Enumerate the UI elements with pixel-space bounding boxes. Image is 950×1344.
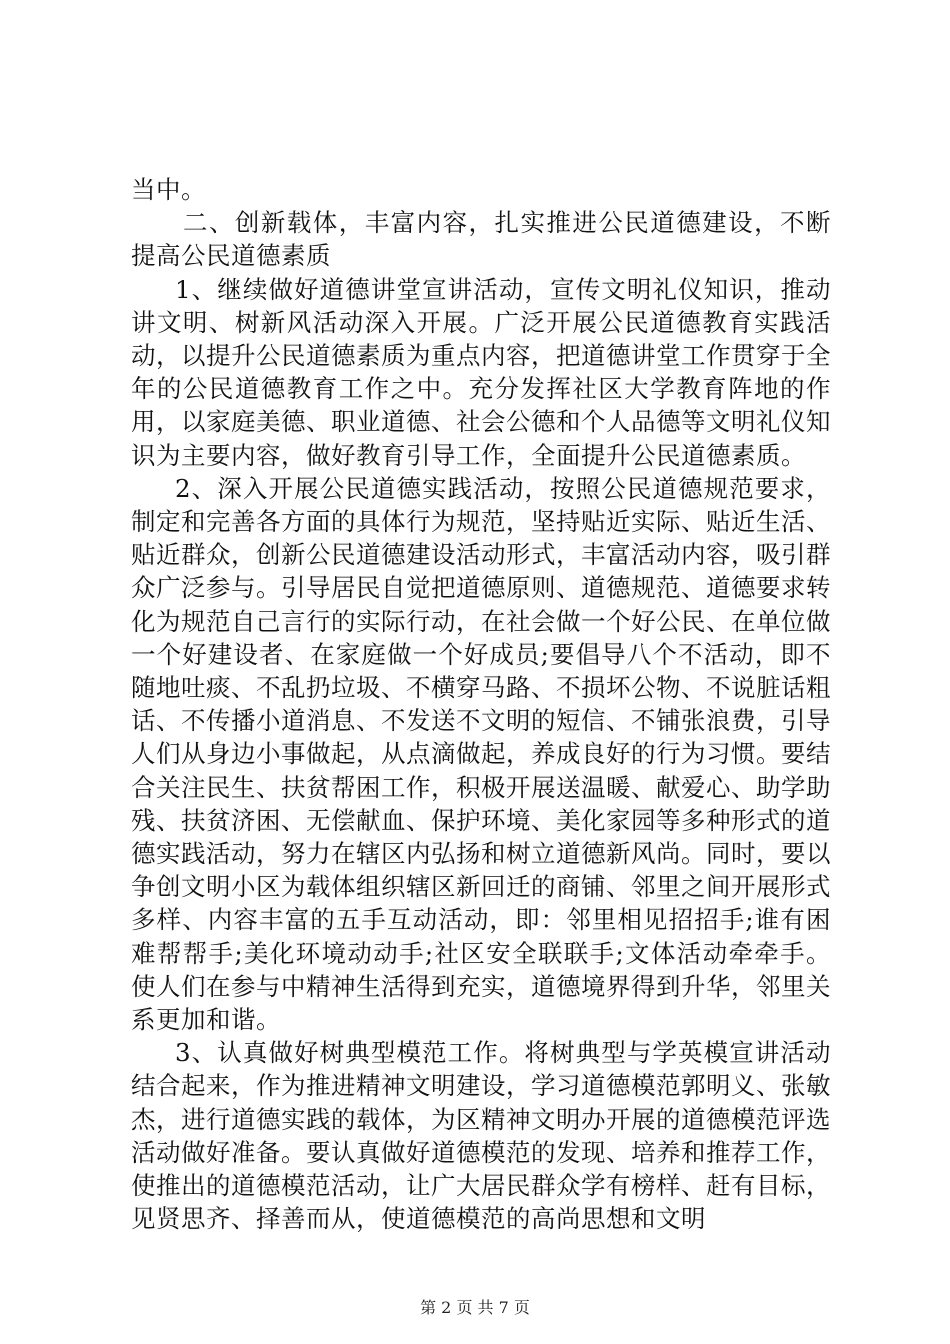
document-body [131,173,831,1236]
page-number: 第 2 页 共 7 页 [420,1298,530,1317]
paragraph-item-3: 3、认真做好树典型模范工作。将树典型与学英模宣讲活动结合起来，作为推进精神文明建设，学习道德模范郭明义、张敏杰，进行道德实践的载体，为区精神文明办开展的道德模范评选活动做好准备。要认真做好道德模范的发现、培养和推荐工作，使推出的道德模范活动，让广大居民群众学有榜样、赶有目标，见贤思齐、择善而从，使道德模范的高尚思想和文明 [131,1038,831,1234]
section-heading: 二、创新载体，丰富内容，扎实推进公民道德建设，不断提高公民道德素质 [131,208,831,271]
paragraph-item-1: 1、继续做好道德讲堂宣讲活动，宣传文明礼仪知识，推动讲文明、树新风活动深入开展。广泛开展公民道德教育实践活动，以提升公民道德素质为重点内容，把道德讲堂工作贯穿于全年的公民道德教育工作之中。充分发挥社区大学教育阵地的作用，以家庭美德、职业道德、社会公德和个人品德等文明礼仪知识为主要内容，做好教育引导工作，全面提升公民道德素质。 [131,274,831,470]
paragraph-continuation: 当中。 [131,175,206,204]
paragraph-item-2: 2、深入开展公民道德实践活动，按照公民道德规范要求，制定和完善各方面的具体行为规范，坚持贴近实际、贴近生活、贴近群众，创新公民道德建设活动形式，丰富活动内容，吸引群众广泛参与。引导居民自觉把道德原则、道德规范、道德要求转化为规范自己言行的实际行动，在社会做一个好公民、在单位做一个好建设者、在家庭做一个好成员;要倡导八个不活动，即不随地吐痰、不乱扔垃圾、不横穿马路、不损坏公物、不说脏话粗话、不传播小道消息、不发送不文明的短信、不铺张浪费，引导人们从身边小事做起，从点滴做起，养成良好的行为习惯。要结合关注民生、扶贫帮困工作，积极开展送温暖、献爱心、助学助残、扶贫济困、无偿献血、保护环境、美化家园等多种形式的道德实践活动，努力在辖区内弘扬和树立道德新风尚。同时，要以争创文明小区为载体组织辖区新回迁的商铺、邻里之间开展形式多样、内容丰富的五手互动活动，即：邻里相见招招手;谁有困难帮帮手;美化环境动动手;社区安全联联手;文体活动牵牵手。使人们在参与中精神生活得到充实，道德境界得到升华，邻里关系更加和谐。 [131,473,831,1035]
page-footer [0,1298,950,1318]
